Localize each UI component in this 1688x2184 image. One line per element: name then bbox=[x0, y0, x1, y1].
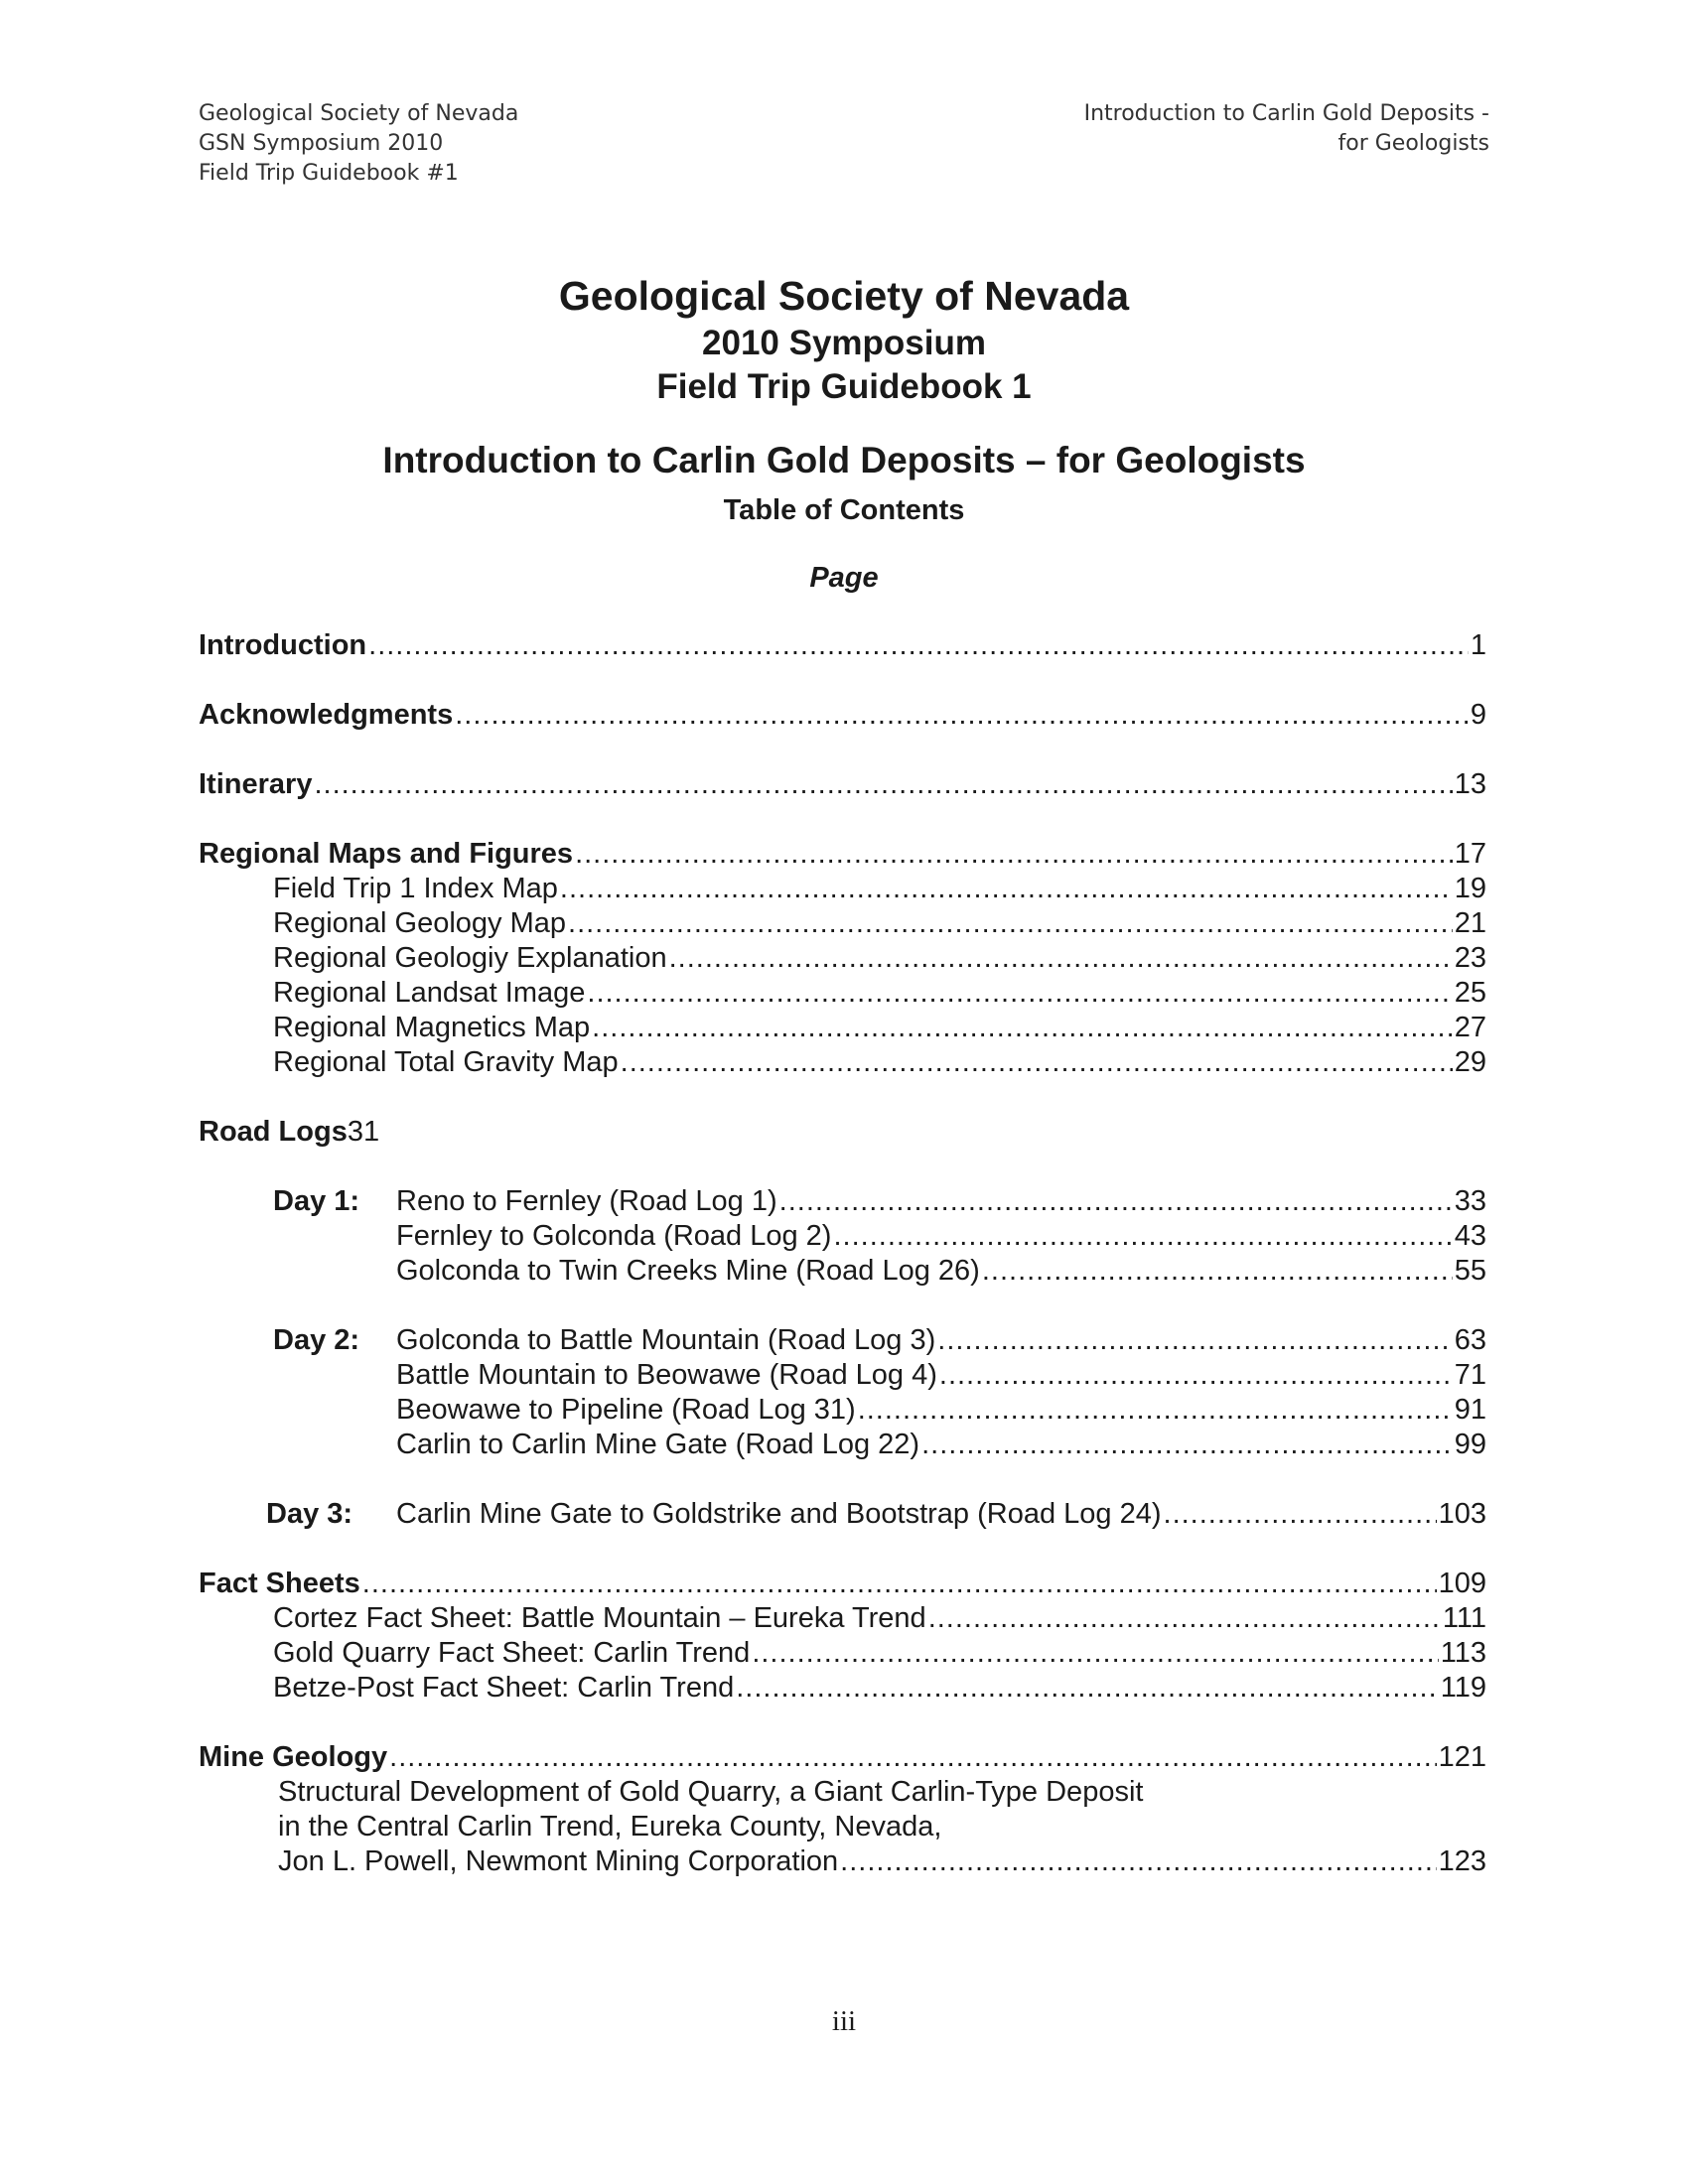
toc-entry-road-logs bbox=[199, 1114, 379, 1150]
toc-entry-acknowledgments bbox=[199, 697, 1486, 733]
header-symposium: GSN Symposium 2010 bbox=[199, 131, 444, 156]
header-guidebook: Field Trip Guidebook #1 bbox=[199, 161, 459, 186]
page-column-heading: Page bbox=[809, 562, 879, 594]
paper-author: Jon L. Powell, Newmont Mining Corporation bbox=[278, 1845, 839, 1877]
toc-subentry bbox=[273, 905, 1486, 941]
paper-title-line1: Structural Development of Gold Quarry, a Giant Carlin-Type Deposit bbox=[278, 1776, 1144, 1808]
toc-subentry bbox=[396, 1253, 1486, 1289]
toc-subentry bbox=[396, 1357, 1486, 1393]
toc-page: 63 bbox=[1454, 1324, 1486, 1356]
guidebook-title: Field Trip Guidebook 1 bbox=[656, 367, 1032, 406]
toc-label: Battle Mountain to Beowawe (Road Log 4) bbox=[396, 1359, 937, 1391]
leader-dots bbox=[592, 1010, 1453, 1045]
toc-page: 21 bbox=[1454, 907, 1486, 939]
leader-dots bbox=[939, 1357, 1453, 1393]
toc-subentry bbox=[273, 1635, 1486, 1671]
toc-page: 103 bbox=[1438, 1498, 1486, 1530]
toc-label: Golconda to Battle Mountain (Road Log 3) bbox=[396, 1324, 936, 1356]
toc-subentry bbox=[273, 871, 1486, 906]
day-1-label: Day 1: bbox=[273, 1185, 360, 1217]
toc-subentry bbox=[396, 1496, 1486, 1532]
header-title-line2: for Geologists bbox=[1337, 131, 1489, 156]
toc-label: Road Logs bbox=[199, 1116, 348, 1148]
header-title-line1: Introduction to Carlin Gold Deposits - bbox=[1083, 101, 1489, 126]
toc-page: 123 bbox=[1438, 1845, 1486, 1877]
table-of-contents bbox=[199, 0, 1486, 2184]
toc-label: Itinerary bbox=[199, 768, 313, 800]
leader-dots bbox=[752, 1635, 1438, 1671]
page-number: iii bbox=[831, 2005, 857, 2037]
toc-page: 1 bbox=[1470, 629, 1486, 661]
toc-entry-mine-geology bbox=[199, 1739, 1486, 1775]
contents-heading: Table of Contents bbox=[723, 494, 965, 526]
toc-page: 109 bbox=[1438, 1568, 1486, 1599]
leader-dots bbox=[368, 627, 1469, 663]
toc-page: 27 bbox=[1454, 1012, 1486, 1043]
toc-subentry bbox=[278, 1843, 1486, 1879]
leader-dots bbox=[858, 1392, 1453, 1428]
leader-dots bbox=[779, 1183, 1453, 1219]
leader-dots bbox=[1164, 1496, 1437, 1532]
toc-label: Regional Total Gravity Map bbox=[273, 1046, 619, 1078]
toc-label: Acknowledgments bbox=[199, 699, 454, 731]
day-3-label: Day 3: bbox=[266, 1498, 353, 1530]
toc-label: Regional Maps and Figures bbox=[199, 838, 574, 870]
toc-subentry bbox=[396, 1218, 1486, 1254]
toc-label: Cortez Fact Sheet: Battle Mountain – Eureka Trend bbox=[273, 1602, 926, 1634]
toc-page: 23 bbox=[1454, 942, 1486, 974]
toc-entry-itinerary bbox=[199, 766, 1486, 802]
toc-label: Carlin to Carlin Mine Gate (Road Log 22) bbox=[396, 1429, 920, 1460]
toc-page: 119 bbox=[1440, 1672, 1486, 1704]
leader-dots bbox=[621, 1044, 1453, 1080]
leader-dots bbox=[389, 1739, 1436, 1775]
toc-subentry bbox=[273, 1010, 1486, 1045]
leader-dots bbox=[568, 905, 1453, 941]
toc-label: Beowawe to Pipeline (Road Log 31) bbox=[396, 1394, 856, 1426]
toc-entry-fact-sheets bbox=[199, 1566, 1486, 1601]
toc-label: Fact Sheets bbox=[199, 1568, 360, 1599]
toc-page: 121 bbox=[1438, 1741, 1486, 1773]
toc-label: Regional Geology Map bbox=[273, 907, 567, 939]
paper-title-line2: in the Central Carlin Trend, Eureka County, Nevada, bbox=[278, 1811, 942, 1843]
toc-label: Regional Geologiy Explanation bbox=[273, 942, 667, 974]
toc-page: 9 bbox=[1470, 699, 1486, 731]
main-title: Introduction to Carlin Gold Deposits – for Geologists bbox=[382, 440, 1306, 480]
leader-dots bbox=[314, 766, 1452, 802]
day-2-label: Day 2: bbox=[273, 1324, 360, 1356]
society-title: Geological Society of Nevada bbox=[558, 273, 1130, 319]
toc-label: Carlin Mine Gate to Goldstrike and Bootstrap (Road Log 24) bbox=[396, 1498, 1162, 1530]
leader-dots bbox=[575, 836, 1453, 872]
toc-page: 13 bbox=[1454, 768, 1486, 800]
toc-page: 91 bbox=[1454, 1394, 1486, 1426]
toc-page: 111 bbox=[1442, 1602, 1486, 1634]
toc-label: Introduction bbox=[199, 629, 367, 661]
header-society: Geological Society of Nevada bbox=[199, 101, 519, 126]
symposium-title: 2010 Symposium bbox=[702, 324, 986, 362]
toc-label: Mine Geology bbox=[199, 1741, 388, 1773]
toc-page: 55 bbox=[1454, 1255, 1486, 1287]
toc-page: 99 bbox=[1454, 1429, 1486, 1460]
toc-label: Regional Landsat Image bbox=[273, 977, 586, 1009]
toc-page: 29 bbox=[1454, 1046, 1486, 1078]
leader-dots bbox=[362, 1566, 1437, 1601]
leader-dots bbox=[669, 940, 1453, 976]
toc-entry-regional-maps bbox=[199, 836, 1486, 872]
toc-page: 31 bbox=[347, 1116, 380, 1148]
toc-page: 17 bbox=[1454, 838, 1486, 870]
toc-subentry bbox=[396, 1427, 1486, 1462]
toc-label: Golconda to Twin Creeks Mine (Road Log 26) bbox=[396, 1255, 980, 1287]
toc-label: Reno to Fernley (Road Log 1) bbox=[396, 1185, 777, 1217]
toc-subentry bbox=[273, 975, 1486, 1011]
leader-dots bbox=[982, 1253, 1453, 1289]
leader-dots bbox=[560, 871, 1453, 906]
toc-label: Betze-Post Fact Sheet: Carlin Trend bbox=[273, 1672, 735, 1704]
leader-dots bbox=[928, 1600, 1441, 1636]
leader-dots bbox=[921, 1427, 1453, 1462]
toc-page: 71 bbox=[1454, 1359, 1486, 1391]
leader-dots bbox=[455, 697, 1469, 733]
toc-subentry bbox=[273, 1044, 1486, 1080]
toc-page: 113 bbox=[1440, 1637, 1486, 1669]
toc-subentry bbox=[396, 1392, 1486, 1428]
leader-dots bbox=[833, 1218, 1452, 1254]
toc-label: Gold Quarry Fact Sheet: Carlin Trend bbox=[273, 1637, 751, 1669]
toc-subentry bbox=[396, 1322, 1486, 1358]
toc-page: 33 bbox=[1454, 1185, 1486, 1217]
leader-dots bbox=[736, 1670, 1439, 1706]
toc-subentry bbox=[273, 1600, 1486, 1636]
toc-page: 43 bbox=[1454, 1220, 1486, 1252]
toc-subentry bbox=[273, 1670, 1486, 1706]
toc-entry-introduction bbox=[199, 627, 1486, 663]
leader-dots bbox=[587, 975, 1452, 1011]
toc-page: 19 bbox=[1454, 873, 1486, 904]
leader-dots bbox=[840, 1843, 1436, 1879]
toc-page: 25 bbox=[1454, 977, 1486, 1009]
toc-label: Field Trip 1 Index Map bbox=[273, 873, 558, 904]
leader-dots bbox=[937, 1322, 1452, 1358]
toc-label: Fernley to Golconda (Road Log 2) bbox=[396, 1220, 832, 1252]
toc-subentry bbox=[396, 1183, 1486, 1219]
toc-subentry bbox=[273, 940, 1486, 976]
toc-label: Regional Magnetics Map bbox=[273, 1012, 591, 1043]
